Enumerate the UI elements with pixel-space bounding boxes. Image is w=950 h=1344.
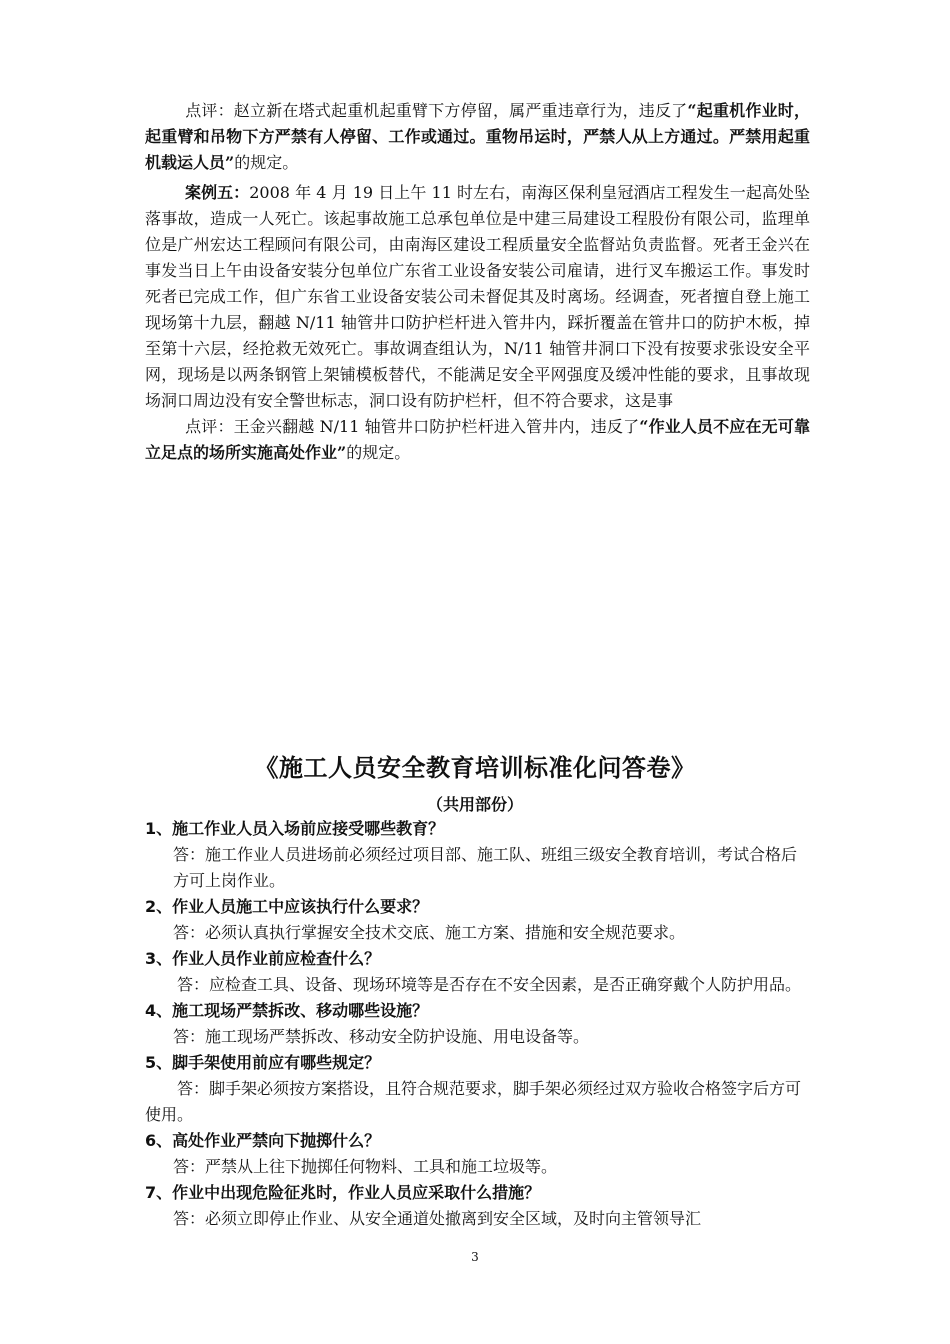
review-1 xyxy=(145,98,810,176)
question: 2、作业人员施工中应该执行什么要求？ xyxy=(145,897,429,916)
page-number: 3 xyxy=(471,1250,479,1264)
question: 3、作业人员作业前应检查什么？ xyxy=(145,949,381,968)
answer: 答：脚手架必须按方案搭设，且符合规范要求，脚手架必须经过双方验收合格签字后方可使用。 xyxy=(145,1079,802,1124)
review-tail: 的规定。 xyxy=(346,443,411,462)
qa-list xyxy=(145,816,810,1232)
review-tail: 的规定。 xyxy=(234,153,299,172)
question: 4、施工现场严禁拆改、移动哪些设施？ xyxy=(145,1001,429,1020)
review-text: 王金兴翻越 N/11 轴管井口防护栏杆进入管井内，违反了 xyxy=(233,417,640,436)
review-quote: “起重机作业时，起重臂和吊物下方严禁有人停留、工作或通过。重物吊运时，严禁人从上方通过。严禁用起重机载运人员” xyxy=(145,101,810,172)
review-text: 赵立新在塔式起重机起重臂下方停留，属严重违章行为，违反了 xyxy=(233,101,688,120)
review-label: 点评： xyxy=(185,417,234,436)
case-5 xyxy=(145,180,810,466)
answer: 答：应检查工具、设备、现场环境等是否存在不安全因素，是否正确穿戴个人防护用品。 xyxy=(177,975,802,994)
page-subtitle: （共用部份） xyxy=(426,795,523,814)
answer: 答：施工作业人员进场前必须经过项目部、施工队、班组三级安全教育培训，考试合格后方可上岗作业。 xyxy=(173,845,798,890)
review-label: 点评： xyxy=(185,101,234,120)
answer: 答：施工现场严禁拆改、移动安全防护设施、用电设备等。 xyxy=(173,1027,590,1046)
case-label: 案例五： xyxy=(185,183,250,202)
case-text: 2008 年 4 月 19 日上午 11 时左右，南海区保利皇冠酒店工程发生一起高处坠落事故，造成一人死亡。该起事故施工总承包单位是中建三局建设工程股份有限公司，监理单位是广州宏达工程顾问有限公司，由南海区建设工程质量安全监督站负责监督。死者王金兴在事发当日上午由设备安装分包单位广东省工业设备安装公司雇请，进行叉车搬运工作。事发时死者已完成工作，但广东省工业设备安装公司未督促其及时离场。经调查，死者擅自登上施工现场第十九层，翻越 N/11 轴管井口防护栏杆进入管井内，踩折覆盖在管井口的防护木板，掉至第十六层，经抢救无效死亡。事故调查组认为，N/11 轴管井洞口下没有按要求张设安全平网，现场是以两条钢管上架铺模板替代，不能满足安全平网强度及缓冲性能的要求，且事故现场洞口周边没有安全警世标志，洞口设有防护栏杆，但不符合要求，这是事 xyxy=(145,183,810,410)
answer: 答：严禁从上往下抛掷任何物料、工具和施工垃圾等。 xyxy=(173,1157,558,1176)
question: 6、高处作业严禁向下抛掷什么？ xyxy=(145,1131,381,1150)
answer: 答：必须立即停止作业、从安全通道处撤离到安全区域，及时向主管领导汇 xyxy=(173,1209,702,1228)
answer: 答：必须认真执行掌握安全技术交底、施工方案、措施和安全规范要求。 xyxy=(173,923,686,942)
question: 7、作业中出现危险征兆时，作业人员应采取什么措施？ xyxy=(145,1183,541,1202)
question: 1、施工作业人员入场前应接受哪些教育？ xyxy=(145,819,445,838)
page-title: 《施工人员安全教育培训标准化问答卷》 xyxy=(254,754,696,782)
review-quote: “作业人员不应在无可靠立足点的场所实施高处作业” xyxy=(145,417,810,462)
review-2 xyxy=(145,414,810,466)
question: 5、脚手架使用前应有哪些规定？ xyxy=(145,1053,381,1072)
